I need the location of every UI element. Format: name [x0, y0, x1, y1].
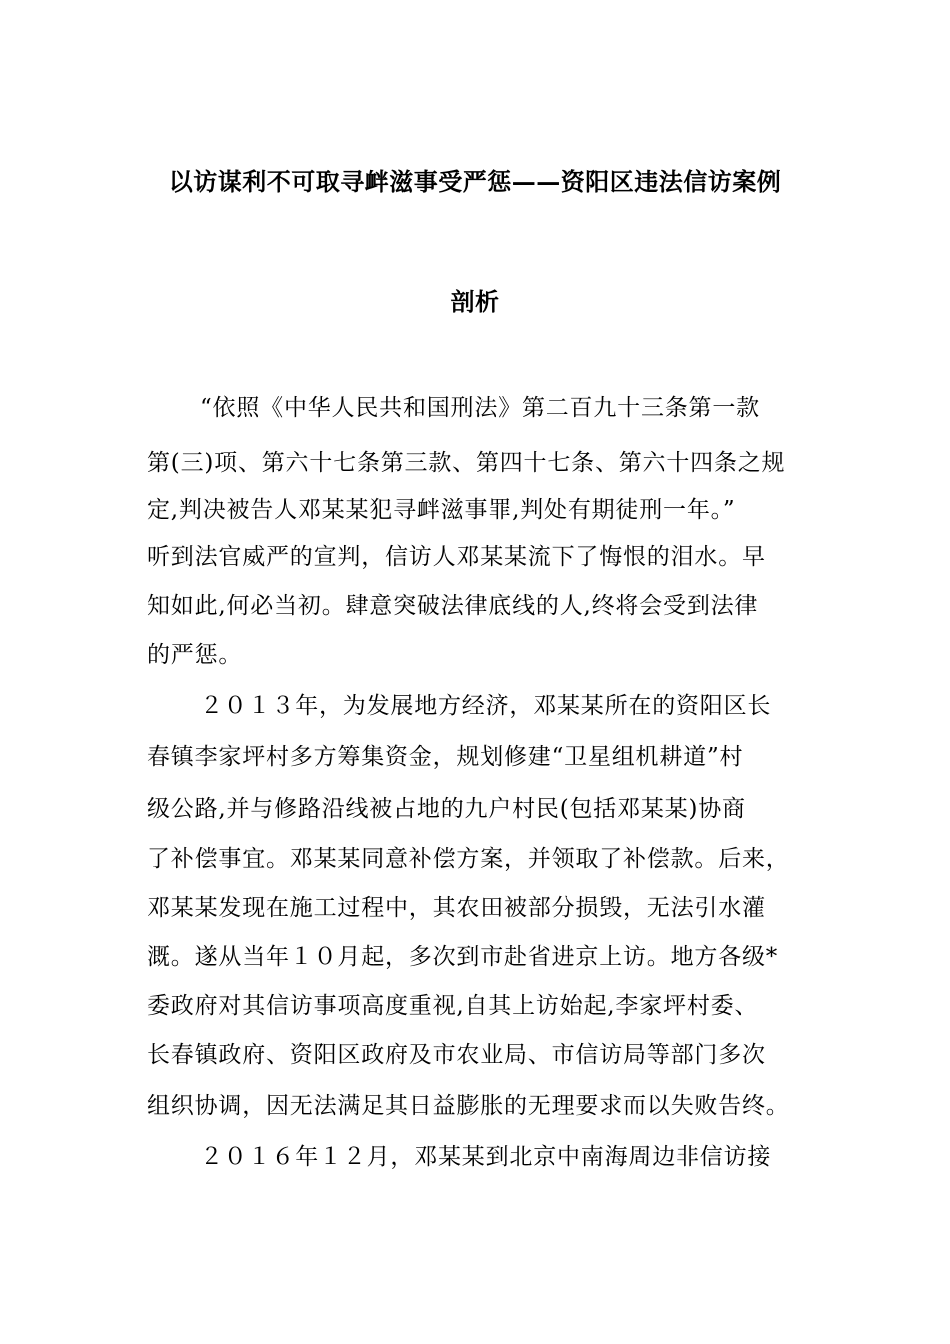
body-line-10: 了补偿事宜。邓某某同意补偿方案，并领取了补偿款。后来，	[147, 846, 790, 872]
body-line-13: 委政府对其信访事项高度重视,自其上访始起,李家坪村委、	[147, 993, 759, 1019]
body-line-7: ２０１３年，为发展地方经济，邓某某所在的资阳区长	[200, 693, 772, 719]
body-line-14: 长春镇政府、资阳区政府及市农业局、市信访局等部门多次	[147, 1042, 766, 1068]
body-line-3: 定,判决被告人邓某某犯寻衅滋事罪,判处有期徒刑一年。”	[147, 497, 736, 523]
body-line-9: 级公路,并与修路沿线被占地的九户村民(包括邓某某)协商	[147, 796, 746, 822]
body-line-11: 邓某某发现在施工过程中，其农田被部分损毁，无法引水灌	[147, 895, 766, 921]
body-line-15: 组织协调，因无法满足其日益膨胀的无理要求而以失败告终。	[147, 1093, 790, 1119]
body-line-5: 知如此,何必当初。肆意突破法律底线的人,终将会受到法律	[147, 593, 759, 619]
document-title-line-1: 以访谋利不可取寻衅滋事受严惩——资阳区违法信访案例	[168, 167, 782, 196]
body-line-1: “依照《中华人民共和国刑法》第二百九十三条第一款	[200, 395, 760, 421]
body-line-6: 的严惩。	[147, 642, 243, 668]
body-line-4: 听到法官威严的宣判，信访人邓某某流下了悔恨的泪水。早	[147, 544, 766, 570]
document-title-line-2: 剖析	[450, 287, 500, 316]
body-line-16: ２０１６年１２月，邓某某到北京中南海周边非信访接	[200, 1144, 772, 1170]
body-line-12: 溉。遂从当年１０月起，多次到市赴省进京上访。地方各级*	[147, 944, 779, 970]
body-line-8: 春镇李家坪村多方筹集资金，规划修建“卫星组机耕道”村	[147, 744, 744, 770]
body-line-2: 第(三)项、第六十七条第三款、第四十七条、第六十四条之规	[147, 450, 786, 476]
